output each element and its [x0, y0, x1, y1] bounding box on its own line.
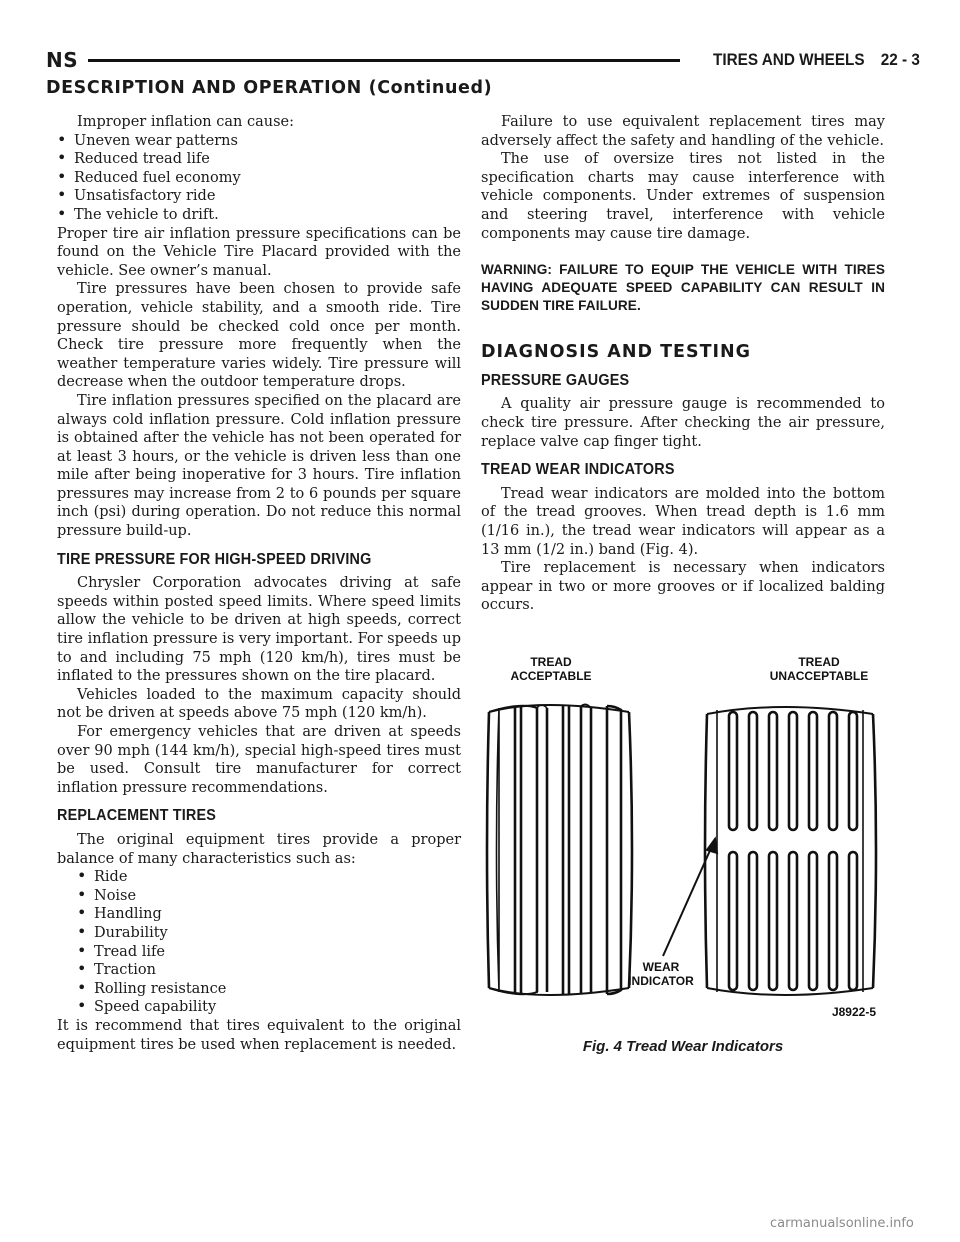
arrow-icon: [663, 839, 717, 956]
list-item: • Durability: [77, 924, 461, 943]
paragraph-chrysler: Chrysler Corporation advocates driving at safe speeds within posted speed limits. Where speed limits allow the vehicle to be driven at high speeds, correct tire inflation pressure is very important. For speeds up to and including 75 mph (120 km/h), tires must be inflated to the pressures shown on the tire placard.: [57, 575, 461, 685]
section-name: TIRES AND WHEELS 22 - 3: [713, 50, 920, 69]
list-item: • Rolling resistance: [77, 980, 461, 999]
label-wear-indicator-2: INDICATOR: [628, 974, 694, 988]
heading-diagnosis: DIAGNOSIS AND TESTING: [481, 342, 752, 363]
warning-text: WARNING: FAILURE TO EQUIP THE VEHICLE WITH TIRES HAVING ADEQUATE SPEED CAPABILITY CAN RESULT IN SUDDEN TIRE FAILURE.: [481, 262, 885, 314]
page-header: [46, 42, 920, 78]
paragraph-emergency: For emergency vehicles that are driven at speeds over 90 mph (144 km/h), special high-speed tires must be used. Consult tire manufacturer for correct inflation pressure recommendations.: [57, 724, 461, 796]
paragraph-pressures: Tire pressures have been chosen to provide safe operation, vehicle stability, and a smooth ride. Tire pressure should be checked cold once per month. Check tire pressure more frequently when the weather temperature varies widely. Tire pressure will decrease when the outdoor temperature drops.: [57, 281, 461, 391]
list-item: • Traction: [77, 961, 461, 980]
figure-tread-wear: [481, 650, 885, 1060]
list-item: • Uneven wear patterns: [57, 132, 461, 151]
tire-unacceptable: [705, 707, 876, 995]
list-item: • Tread life: [77, 943, 461, 962]
list-item: • The vehicle to drift.: [57, 206, 461, 225]
heading-pressure-gauges: PRESSURE GAUGES: [481, 371, 630, 389]
header-rule: [88, 59, 680, 62]
left-column: [57, 113, 461, 1054]
heading-high-speed: TIRE PRESSURE FOR HIGH-SPEED DRIVING: [57, 550, 372, 568]
label-tread-unacceptable-2: UNACCEPTABLE: [769, 669, 869, 683]
list-item: • Speed capability: [77, 998, 461, 1017]
paragraph-failure: Failure to use equivalent replacement tires may adversely affect the safety and handling of the vehicle.: [481, 114, 885, 149]
paragraph-molded: Tread wear indicators are molded into the bottom of the tread grooves. When tread depth is 1.6 mm (1/16 in.), the tread wear indicators will appear as a 13 mm (1/2 in.) band (Fig. 4).: [481, 485, 885, 558]
list-item: • Ride: [77, 868, 461, 887]
label-tread-acceptable-1: TREAD: [530, 655, 572, 669]
heading-replacement: REPLACEMENT TIRES: [57, 807, 217, 825]
improper-intro: Improper inflation can cause:: [77, 114, 294, 130]
page-number: 22 - 3: [880, 50, 920, 69]
label-tread-acceptable-2: ACCEPTABLE: [510, 669, 592, 683]
section-title: DESCRIPTION AND OPERATION (Continued): [46, 78, 493, 98]
paragraph-cold: Tire inflation pressures specified on the placard are always cold inflation pressure. Cold inflation pressure is obtained after the vehicle has not been operated for at least 3 hours, or the vehicle is driven less than one mile after being inoperative for 3 hours. Tire inflation pressures may increase from 2 to 6 pounds per square inch (psi) during operation. Do not reduce this normal pressure build-up.: [57, 392, 461, 540]
heading-tread-wear: TREAD WEAR INDICATORS: [481, 461, 675, 479]
list-item: • Reduced tread life: [57, 150, 461, 169]
figure-caption: Fig. 4 Tread Wear Indicators: [582, 1038, 784, 1055]
paragraph-loaded: Vehicles loaded to the maximum capacity should not be driven at speeds above 75 mph (120 km/h).: [57, 686, 461, 722]
improper-list: [57, 132, 461, 225]
right-column: [481, 113, 885, 615]
figure-code: J8922-5: [831, 1005, 876, 1019]
tread-illustration: [481, 650, 885, 1035]
watermark[interactable]: carmanualsonline.info: [770, 1216, 914, 1231]
paragraph-original: The original equipment tires provide a proper balance of many characteristics such as:: [57, 831, 461, 867]
manual-code: NS: [46, 48, 79, 72]
list-item: • Unsatisfactory ride: [57, 187, 461, 206]
list-item: • Reduced fuel economy: [57, 169, 461, 188]
paragraph-gauge: A quality air pressure gauge is recommended to check tire pressure. After checking the air pressure, replace valve cap finger tight.: [481, 396, 885, 450]
paragraph-recommend: It is recommend that tires equivalent to the original equipment tires be used when replacement is needed.: [57, 1017, 461, 1053]
tire-acceptable: [487, 704, 632, 995]
label-tread-unacceptable-1: TREAD: [798, 655, 840, 669]
list-item: • Noise: [77, 887, 461, 906]
label-wear-indicator-1: WEAR: [642, 960, 680, 974]
list-item: • Handling: [77, 905, 461, 924]
paragraph-replace: Tire replacement is necessary when indicators appear in two or more grooves or if localized balding occurs.: [481, 560, 885, 614]
characteristics-list: [77, 868, 461, 1017]
paragraph-oversize: The use of oversize tires not listed in the specification charts may cause interference with vehicle components. Under extremes of suspension and steering travel, interference with vehicle components may cause tire damage.: [481, 151, 885, 242]
paragraph-placard: Proper tire air inflation pressure specifications can be found on the Vehicle Tire Placard provided with the vehicle. See owner’s manual.: [57, 225, 461, 279]
